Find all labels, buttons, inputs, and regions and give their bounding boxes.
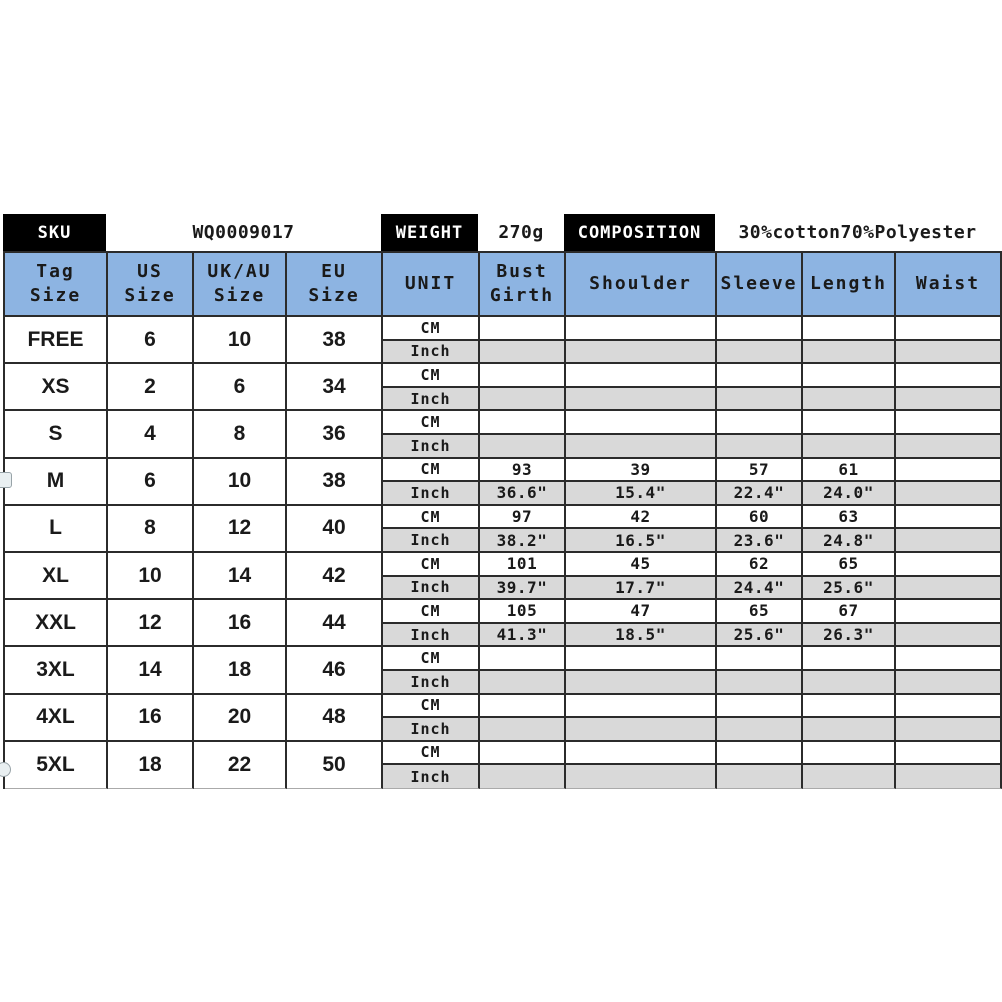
us-size-cell: 2 <box>108 364 194 411</box>
measure-inch-cell: 15.4" <box>566 482 717 506</box>
measure-cm-cell <box>717 695 803 719</box>
header-line: US <box>137 260 163 282</box>
col-header <box>480 253 566 317</box>
unit-inch-cell: Inch <box>383 624 480 648</box>
unit-inch-cell: Inch <box>383 765 480 789</box>
uk-au-size-cell: 16 <box>194 600 287 647</box>
size-chart-table <box>3 251 1002 789</box>
unit-cm-cell: CM <box>383 647 480 671</box>
uk-au-size-cell: 18 <box>194 647 287 694</box>
col-header <box>803 253 896 317</box>
tag-size-cell: XXL <box>5 600 108 647</box>
measure-cm-cell: 42 <box>566 506 717 530</box>
uk-au-size-cell: 20 <box>194 695 287 742</box>
measure-cm-cell <box>717 411 803 435</box>
measure-cm-cell: 47 <box>566 600 717 624</box>
measure-inch-cell: 39.7" <box>480 577 566 601</box>
header-line: Sleeve <box>720 272 798 294</box>
measure-cm-cell <box>803 364 896 388</box>
us-size-cell: 8 <box>108 506 194 553</box>
eu-size-cell: 48 <box>287 695 383 742</box>
measure-inch-cell <box>480 388 566 412</box>
measure-inch-cell <box>896 624 1002 648</box>
tag-size-cell: L <box>5 506 108 553</box>
unit-cm-cell: CM <box>383 459 480 483</box>
measure-inch-cell <box>717 341 803 365</box>
unit-cm-cell: CM <box>383 411 480 435</box>
measure-cm-cell <box>717 364 803 388</box>
measure-inch-cell: 41.3" <box>480 624 566 648</box>
measure-inch-cell <box>896 341 1002 365</box>
header-line: Size <box>308 285 360 306</box>
measure-inch-cell <box>717 435 803 459</box>
col-header <box>896 253 1002 317</box>
header-line: Shoulder <box>589 272 692 294</box>
measure-cm-cell <box>896 411 1002 435</box>
measure-inch-cell: 25.6" <box>717 624 803 648</box>
tag-size-cell: 3XL <box>5 647 108 694</box>
measure-inch-cell <box>480 341 566 365</box>
col-header <box>194 253 287 317</box>
us-size-cell: 4 <box>108 411 194 458</box>
measure-cm-cell: 63 <box>803 506 896 530</box>
measure-inch-cell <box>896 671 1002 695</box>
composition-value-cell: 30%cotton70%Polyester <box>715 214 1000 251</box>
measure-cm-cell <box>896 364 1002 388</box>
measure-inch-cell <box>717 718 803 742</box>
header-line: UK/AU <box>207 260 272 282</box>
measure-inch-cell: 36.6" <box>480 482 566 506</box>
header-line: Girth <box>489 285 555 306</box>
measure-inch-cell: 26.3" <box>803 624 896 648</box>
weight-value-cell: 270g <box>478 214 564 251</box>
measure-cm-cell <box>480 695 566 719</box>
measure-inch-cell <box>480 435 566 459</box>
unit-inch-cell: Inch <box>383 482 480 506</box>
col-header <box>108 253 194 317</box>
unit-inch-cell: Inch <box>383 435 480 459</box>
unit-inch-cell: Inch <box>383 529 480 553</box>
measure-inch-cell <box>566 671 717 695</box>
measure-inch-cell <box>566 388 717 412</box>
measure-inch-cell <box>896 388 1002 412</box>
uk-au-size-cell: 22 <box>194 742 287 789</box>
col-header <box>5 253 108 317</box>
measure-inch-cell: 25.6" <box>803 577 896 601</box>
measure-cm-cell: 60 <box>717 506 803 530</box>
measure-cm-cell <box>566 647 717 671</box>
measure-cm-cell: 39 <box>566 459 717 483</box>
eu-size-cell: 36 <box>287 411 383 458</box>
header-line: Tag <box>36 260 75 282</box>
measure-cm-cell <box>480 364 566 388</box>
eu-size-cell: 50 <box>287 742 383 789</box>
eu-size-cell: 42 <box>287 553 383 600</box>
sku-value-cell: WQ0009017 <box>106 214 381 251</box>
us-size-cell: 18 <box>108 742 194 789</box>
col-header <box>566 253 717 317</box>
eu-size-cell: 46 <box>287 647 383 694</box>
eu-size-cell: 38 <box>287 459 383 506</box>
measure-inch-cell <box>803 671 896 695</box>
uk-au-size-cell: 6 <box>194 364 287 411</box>
measure-cm-cell <box>480 411 566 435</box>
measure-inch-cell <box>717 388 803 412</box>
measure-cm-cell: 45 <box>566 553 717 577</box>
col-header <box>287 253 383 317</box>
header-line: Bust <box>496 260 548 282</box>
measure-cm-cell: 105 <box>480 600 566 624</box>
measure-cm-cell <box>480 317 566 341</box>
us-size-cell: 16 <box>108 695 194 742</box>
measure-cm-cell: 97 <box>480 506 566 530</box>
unit-cm-cell: CM <box>383 600 480 624</box>
measure-inch-cell: 16.5" <box>566 529 717 553</box>
tag-size-cell: S <box>5 411 108 458</box>
measure-inch-cell: 17.7" <box>566 577 717 601</box>
eu-size-cell: 44 <box>287 600 383 647</box>
sku-label-cell: SKU <box>3 214 106 251</box>
measure-cm-cell: 65 <box>717 600 803 624</box>
measure-inch-cell: 24.8" <box>803 529 896 553</box>
measure-cm-cell: 65 <box>803 553 896 577</box>
measure-cm-cell <box>896 742 1002 766</box>
measure-inch-cell <box>896 718 1002 742</box>
weight-label-cell: WEIGHT <box>381 214 478 251</box>
measure-inch-cell <box>896 765 1002 789</box>
unit-inch-cell: Inch <box>383 718 480 742</box>
uk-au-size-cell: 10 <box>194 459 287 506</box>
us-size-cell: 12 <box>108 600 194 647</box>
info-bar <box>3 214 1000 251</box>
measure-inch-cell <box>566 765 717 789</box>
measure-cm-cell <box>480 742 566 766</box>
measure-inch-cell <box>803 765 896 789</box>
measure-cm-cell <box>803 647 896 671</box>
measure-cm-cell <box>803 411 896 435</box>
us-size-cell: 6 <box>108 317 194 364</box>
measure-inch-cell: 18.5" <box>566 624 717 648</box>
uk-au-size-cell: 12 <box>194 506 287 553</box>
measure-inch-cell: 24.4" <box>717 577 803 601</box>
unit-inch-cell: Inch <box>383 577 480 601</box>
measure-inch-cell <box>480 671 566 695</box>
us-size-cell: 14 <box>108 647 194 694</box>
tag-size-cell: M <box>5 459 108 506</box>
measure-cm-cell <box>896 506 1002 530</box>
measure-inch-cell: 24.0" <box>803 482 896 506</box>
measure-inch-cell <box>566 435 717 459</box>
measure-inch-cell <box>896 482 1002 506</box>
header-line: EU <box>321 260 347 282</box>
measure-inch-cell <box>566 341 717 365</box>
measure-cm-cell: 62 <box>717 553 803 577</box>
us-size-cell: 6 <box>108 459 194 506</box>
measure-inch-cell: 38.2" <box>480 529 566 553</box>
tag-size-cell: 5XL <box>5 742 108 789</box>
unit-inch-cell: Inch <box>383 341 480 365</box>
measure-cm-cell <box>566 742 717 766</box>
measure-cm-cell <box>480 647 566 671</box>
unit-cm-cell: CM <box>383 317 480 341</box>
measure-cm-cell <box>803 742 896 766</box>
measure-inch-cell <box>803 435 896 459</box>
unit-cm-cell: CM <box>383 506 480 530</box>
unit-inch-cell: Inch <box>383 671 480 695</box>
measure-inch-cell <box>896 529 1002 553</box>
measure-inch-cell <box>717 765 803 789</box>
uk-au-size-cell: 8 <box>194 411 287 458</box>
measure-inch-cell <box>566 718 717 742</box>
measure-cm-cell <box>566 317 717 341</box>
measure-cm-cell <box>896 647 1002 671</box>
measure-cm-cell <box>896 459 1002 483</box>
header-line: Size <box>29 285 82 306</box>
us-size-cell: 10 <box>108 553 194 600</box>
measure-cm-cell <box>717 317 803 341</box>
uk-au-size-cell: 14 <box>194 553 287 600</box>
measure-inch-cell <box>480 718 566 742</box>
unit-cm-cell: CM <box>383 695 480 719</box>
measure-cm-cell <box>896 695 1002 719</box>
measure-inch-cell: 23.6" <box>717 529 803 553</box>
header-line: Size <box>124 285 176 306</box>
unit-cm-cell: CM <box>383 364 480 388</box>
eu-size-cell: 40 <box>287 506 383 553</box>
measure-inch-cell <box>803 718 896 742</box>
col-header <box>717 253 803 317</box>
measure-cm-cell <box>803 695 896 719</box>
uk-au-size-cell: 10 <box>194 317 287 364</box>
measure-cm-cell: 93 <box>480 459 566 483</box>
measure-inch-cell <box>803 388 896 412</box>
header-line: UNIT <box>404 272 457 294</box>
eu-size-cell: 38 <box>287 317 383 364</box>
unit-cm-cell: CM <box>383 553 480 577</box>
measure-cm-cell <box>896 553 1002 577</box>
header-line: Size <box>213 285 266 306</box>
col-header <box>383 253 480 317</box>
measure-cm-cell: 101 <box>480 553 566 577</box>
header-line: Length <box>809 272 888 294</box>
measure-cm-cell: 67 <box>803 600 896 624</box>
measure-cm-cell <box>566 364 717 388</box>
measure-cm-cell <box>896 317 1002 341</box>
measure-inch-cell <box>896 577 1002 601</box>
measure-inch-cell <box>480 765 566 789</box>
measure-inch-cell: 22.4" <box>717 482 803 506</box>
measure-cm-cell: 61 <box>803 459 896 483</box>
measure-cm-cell <box>896 600 1002 624</box>
tag-size-cell: XS <box>5 364 108 411</box>
measure-cm-cell <box>717 647 803 671</box>
measure-inch-cell <box>803 341 896 365</box>
unit-cm-cell: CM <box>383 742 480 766</box>
measure-cm-cell: 57 <box>717 459 803 483</box>
measure-cm-cell <box>566 695 717 719</box>
measure-cm-cell <box>566 411 717 435</box>
measure-inch-cell <box>896 435 1002 459</box>
left-edge-handle-artifact <box>0 472 12 488</box>
unit-inch-cell: Inch <box>383 388 480 412</box>
measure-inch-cell <box>717 671 803 695</box>
measure-cm-cell <box>803 317 896 341</box>
composition-label-cell: COMPOSITION <box>564 214 715 251</box>
tag-size-cell: 4XL <box>5 695 108 742</box>
eu-size-cell: 34 <box>287 364 383 411</box>
header-line: Waist <box>915 272 981 294</box>
tag-size-cell: FREE <box>5 317 108 364</box>
tag-size-cell: XL <box>5 553 108 600</box>
measure-cm-cell <box>717 742 803 766</box>
